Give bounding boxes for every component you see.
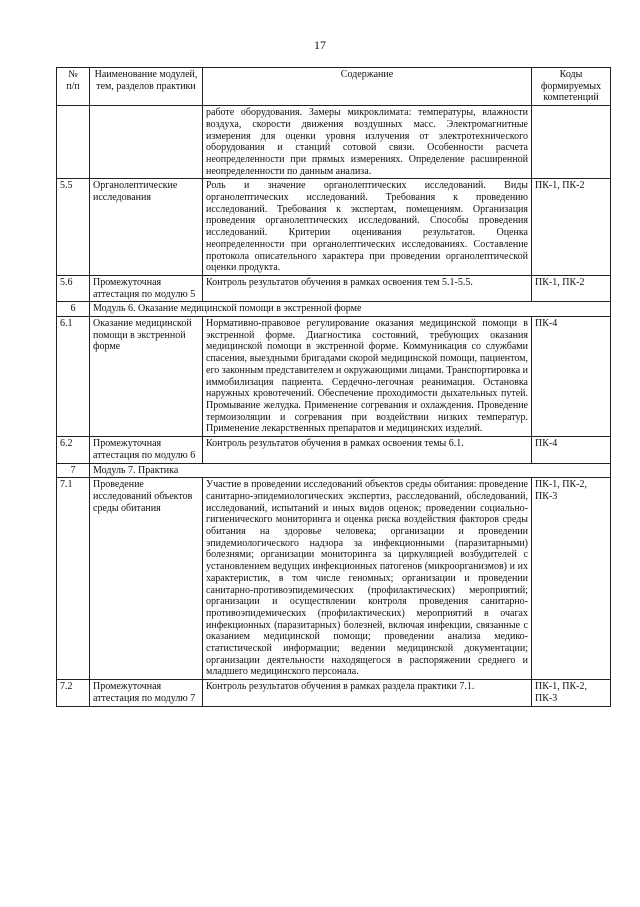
row-codes: ПК-1, ПК-2 xyxy=(532,179,611,276)
header-codes: Коды формируемых компетенций xyxy=(532,68,611,106)
module-heading-row xyxy=(57,302,611,317)
row-number: 6.1 xyxy=(57,317,90,437)
page-number: 17 xyxy=(314,38,326,52)
module-title: Модуль 7. Практика xyxy=(90,463,611,478)
module-title: Модуль 6. Оказание медицинской помощи в экстренной форме xyxy=(90,302,611,317)
row-content: Контроль результатов обучения в рамках раздела практики 7.1. xyxy=(203,680,532,706)
module-number: 7 xyxy=(57,463,90,478)
table-row xyxy=(57,179,611,276)
table-row xyxy=(57,317,611,437)
program-table xyxy=(56,67,611,707)
module-number: 6 xyxy=(57,302,90,317)
row-codes: ПК-1, ПК-2, ПК-3 xyxy=(532,680,611,706)
row-codes xyxy=(532,106,611,179)
header-number: № п/п xyxy=(57,68,90,106)
row-content: Контроль результатов обучения в рамках освоения тем 5.1-5.5. xyxy=(203,275,532,301)
row-name: Органолептические исследования xyxy=(90,179,203,276)
row-codes: ПК-1, ПК-2, ПК-3 xyxy=(532,478,611,680)
row-codes: ПК-4 xyxy=(532,317,611,437)
row-content: Нормативно-правовое регулирование оказания медицинской помощи в экстренной форме. Диагностика состояний, требующих оказания медицинской помощи в экстренной форме. Коммуникация со службами спасения, выездными бригадами скорой медицинской помощи, пациентом, его законным представителем и окружающими лицами. Транспортировка и иммобилизация пациента. Сердечно-легочная реанимация. Остановка наружных кровотечений. Обеспечение проходимости дыхательных путей. Промывание желудка. Применение согревания и охлаждения. Проведение термоизоляции и согревания при воздействии низких температур. Применение лекарственных препаратов и медицинских изделий. xyxy=(203,317,532,437)
table-row xyxy=(57,437,611,463)
row-name: Промежуточная аттестация по модулю 6 xyxy=(90,437,203,463)
row-content: Контроль результатов обучения в рамках освоения темы 6.1. xyxy=(203,437,532,463)
table-row xyxy=(57,478,611,680)
table-row xyxy=(57,106,611,179)
row-name xyxy=(90,106,203,179)
row-number: 6.2 xyxy=(57,437,90,463)
table-row xyxy=(57,275,611,301)
row-name: Проведение исследований объектов среды обитания xyxy=(90,478,203,680)
row-codes: ПК-1, ПК-2 xyxy=(532,275,611,301)
row-name: Промежуточная аттестация по модулю 5 xyxy=(90,275,203,301)
row-content: работе оборудования. Замеры микроклимата: температуры, влажности воздуха, скорости движения воздушных масс. Электромагнитные измерения для оценки уровня излучения от электротехнического оборудования и станций сотовой связи. Особенности расчета неопределенности при прямых измерениях. Определение расширенной неопределенности по данным анализа. xyxy=(203,106,532,179)
table-row xyxy=(57,680,611,706)
header-name: Наименование модулей, тем, разделов практики xyxy=(90,68,203,106)
row-number: 7.2 xyxy=(57,680,90,706)
row-content: Участие в проведении исследований объектов среды обитания: проведение санитарно-эпидемиологических экспертиз, расследований, обследований, исследований, испытаний и иных видов оценок; проведении социально-гигиенического мониторинга и оценка риска воздействия факторов среды обитания на здоровье человека; организации и проведении эпидемиологического надзора за инфекционными (паразитарными) болезнями; организации мониторинга за циркуляцией возбудителей с установлением ведущих инфекционных патогенов (микроорганизмов) и их характеристик, в том числе геномных; организации и проведении санитарно-противоэпидемических (профилактических) мероприятий; организации и осуществлении контроля проведения санитарно-противоэпидемических (профилактических) мероприятий в очагах инфекционных (паразитарных) болезней, включая инфекции, связанные с оказанием медицинской помощи; проведении анализа медико-статистической информации; ведении медицинской документации; организации деятельности находящегося в распоряжении среднего и младшего медицинского персонала. xyxy=(203,478,532,680)
header-content: Содержание xyxy=(203,68,532,106)
row-codes: ПК-4 xyxy=(532,437,611,463)
row-number: 7.1 xyxy=(57,478,90,680)
row-number: 5.5 xyxy=(57,179,90,276)
row-name: Оказание медицинской помощи в экстренной форме xyxy=(90,317,203,437)
module-heading-row xyxy=(57,463,611,478)
row-content: Роль и значение органолептических исследований. Виды органолептических исследований. Требования к проведению исследований. Требования к экспертам, помещениям. Организация проведения органолептических исследований. Способы проведения исследований. Критерии оценивания результатов. Оценка неопределенности при органолептических исследованиях. Составление протокола описательного характера при проведении органолептической оценки продукта. xyxy=(203,179,532,276)
table-header-row xyxy=(57,68,611,106)
row-number: 5.6 xyxy=(57,275,90,301)
row-number xyxy=(57,106,90,179)
row-name: Промежуточная аттестация по модулю 7 xyxy=(90,680,203,706)
